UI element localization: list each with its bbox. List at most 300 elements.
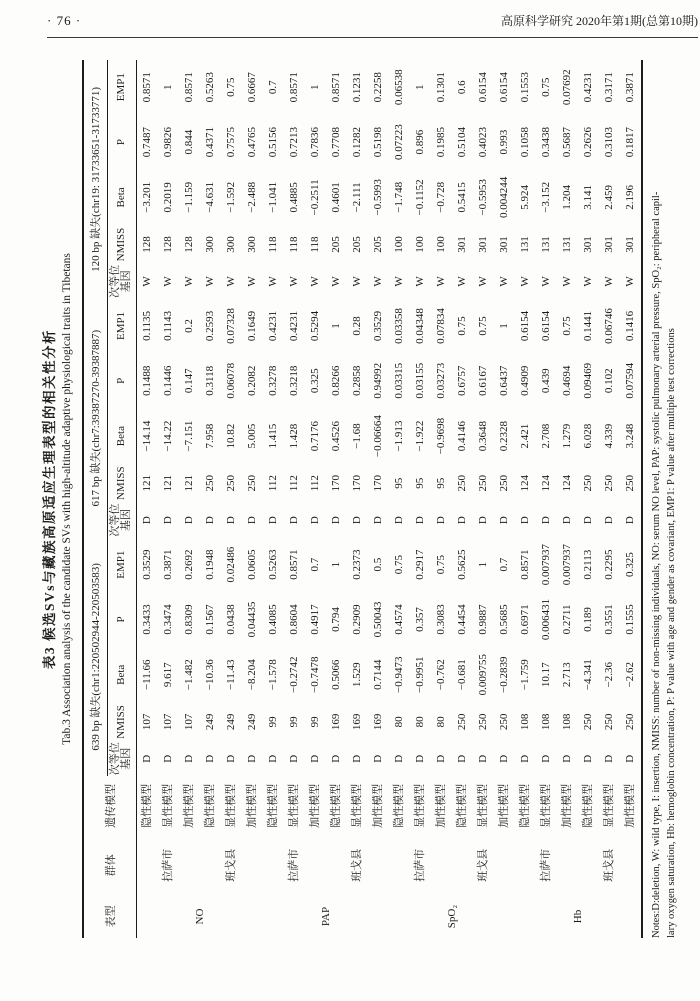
value-cell: −0.06664 — [372, 415, 384, 458]
table-row — [536, 60, 557, 938]
value-cell: 112 — [267, 475, 279, 492]
value-cell: 1 — [309, 84, 321, 90]
value-cell: 0.1948 — [204, 549, 216, 580]
header-nmiss-617bp: NMISS — [108, 464, 137, 503]
value-cell: 107 — [141, 713, 153, 731]
rotated-table-block — [42, 60, 694, 938]
value-cell: 0.28 — [351, 316, 363, 336]
value-cell: 9.617 — [162, 662, 174, 688]
genetic-model-label: 加性模型 — [372, 783, 384, 828]
value-cell: D — [498, 516, 510, 525]
value-cell: D — [414, 516, 426, 525]
value-cell: 0.896 — [414, 129, 426, 155]
table-row — [158, 60, 179, 938]
value-cell: 0.03358 — [393, 308, 405, 344]
value-cell: 0.4917 — [309, 604, 321, 635]
value-cell: 0.189 — [582, 607, 594, 632]
value-cell: 0.8571 — [330, 72, 342, 103]
value-cell: 80 — [393, 716, 405, 728]
value-cell: D — [477, 754, 489, 763]
genetic-model-label: 隐性模型 — [519, 783, 531, 828]
value-cell: 250 — [603, 474, 615, 492]
genetic-model-label: 隐性模型 — [393, 783, 405, 828]
value-cell: 0.8604 — [288, 604, 300, 635]
genetic-model-label: 显性模型 — [288, 783, 300, 828]
value-cell: 0.844 — [183, 129, 195, 155]
value-cell: 0.07834 — [435, 308, 447, 344]
value-cell: D — [519, 516, 531, 525]
value-cell: 0.07328 — [225, 308, 237, 344]
value-cell: 100 — [414, 236, 426, 253]
table-row — [326, 60, 347, 938]
value-cell: D — [372, 516, 384, 525]
value-cell: 2.196 — [624, 185, 636, 210]
value-cell: D — [456, 754, 468, 763]
value-cell: 0.6437 — [498, 365, 510, 396]
value-cell: 2.421 — [519, 423, 531, 449]
value-cell: 0.007937 — [561, 544, 573, 586]
value-cell: 4.339 — [603, 423, 615, 449]
value-cell: 121 — [162, 474, 174, 492]
value-cell: D — [561, 516, 573, 525]
value-cell: 10.82 — [225, 423, 237, 449]
table-row — [263, 60, 284, 938]
value-cell: W — [351, 276, 363, 287]
value-cell: D — [225, 754, 237, 763]
table-row — [410, 60, 431, 938]
value-cell: 108 — [561, 713, 573, 731]
value-cell: D — [204, 516, 216, 525]
value-cell: 0.7 — [267, 80, 279, 95]
value-cell: 1.529 — [351, 662, 363, 688]
table-row — [200, 60, 221, 938]
value-cell: −7.151 — [183, 420, 195, 452]
value-cell: 0.7 — [309, 557, 321, 572]
value-cell: 250 — [456, 474, 468, 492]
value-cell: 0.9887 — [477, 604, 489, 635]
value-cell: D — [309, 516, 321, 525]
value-cell: 0.2328 — [498, 420, 510, 452]
value-cell: 0.1282 — [351, 126, 363, 158]
genetic-model-label: 显性模型 — [540, 783, 552, 828]
value-cell: 0.2711 — [561, 604, 573, 635]
phenotype-label: PAP — [319, 906, 332, 927]
value-cell: 250 — [498, 713, 510, 731]
value-cell: D — [540, 516, 552, 525]
value-cell: 0.94992 — [372, 362, 384, 399]
value-cell: 0.8571 — [288, 72, 300, 103]
genetic-model-label: 隐性模型 — [267, 783, 279, 828]
value-cell: 2.713 — [561, 662, 573, 688]
value-cell: 0.5104 — [456, 126, 468, 158]
table-row — [452, 60, 473, 938]
value-cell: 0.1416 — [624, 310, 636, 342]
genetic-model-label: 隐性模型 — [582, 783, 594, 828]
value-cell: −10.36 — [204, 659, 216, 691]
value-cell: W — [498, 276, 510, 287]
value-cell: W — [435, 276, 447, 287]
value-cell: 0.8571 — [519, 549, 531, 580]
value-cell: 0.03315 — [393, 362, 405, 399]
value-cell: −0.728 — [435, 181, 447, 213]
value-cell: 0.7144 — [372, 659, 384, 690]
value-cell: 100 — [435, 236, 447, 253]
value-cell: D — [393, 516, 405, 525]
value-cell: 80 — [435, 716, 447, 728]
value-cell: 170 — [330, 474, 342, 492]
value-cell: D — [435, 754, 447, 763]
notes-line-1: Notes:D:deletion, W: wild type, I: insertion, NMISS: number of non-missing individuals, NO: serum NO level, PAP: systolic pulmonary arterial pressure, SpO₂: peripheral capil- — [651, 191, 662, 938]
value-cell: 0.1553 — [519, 72, 531, 103]
value-cell: −4.631 — [204, 181, 216, 213]
value-cell: 0.7213 — [288, 126, 300, 158]
value-cell: 301 — [582, 236, 594, 253]
value-cell: 0.4909 — [519, 365, 531, 396]
value-cell: D — [540, 754, 552, 763]
value-cell: D — [498, 754, 510, 763]
value-cell: D — [288, 516, 300, 525]
value-cell: −1.68 — [351, 423, 363, 449]
table-row — [389, 60, 410, 938]
table-row — [515, 60, 536, 938]
value-cell: D — [456, 516, 468, 525]
value-cell: 0.50043 — [372, 601, 384, 638]
value-cell: D — [162, 754, 174, 763]
value-cell: 131 — [540, 236, 552, 253]
value-cell: W — [225, 276, 237, 287]
header-p-639bp: P — [108, 592, 137, 647]
value-cell: −1.748 — [393, 181, 405, 213]
value-cell: −0.1152 — [414, 179, 426, 216]
header-beta-639bp: Beta — [108, 647, 137, 702]
value-cell: 1.428 — [288, 423, 300, 449]
value-cell: 205 — [351, 236, 363, 253]
value-cell: 250 — [603, 713, 615, 731]
value-cell: 170 — [351, 474, 363, 492]
value-cell: 0.3871 — [162, 549, 174, 580]
value-cell: −11.66 — [141, 659, 153, 691]
header-beta-120bp: Beta — [108, 170, 137, 225]
value-cell: 0.5415 — [456, 182, 468, 213]
value-cell: 108 — [519, 713, 531, 731]
value-cell: 250 — [225, 474, 237, 492]
value-cell: −4.341 — [582, 659, 594, 691]
value-cell: 1 — [330, 561, 342, 568]
genetic-model-label: 隐性模型 — [204, 783, 216, 828]
value-cell: 2.708 — [540, 423, 552, 449]
header-minor-allele-120bp: 次等位 基因 — [108, 264, 137, 299]
header-emp1-120bp: EMP1 — [108, 60, 137, 114]
value-cell: −0.9951 — [414, 656, 426, 693]
value-cell: 1.279 — [561, 423, 573, 449]
value-cell: 0.2082 — [246, 365, 258, 396]
genetic-model-label: 显性模型 — [477, 783, 489, 828]
value-cell: 3.141 — [582, 185, 594, 210]
table-header — [83, 60, 137, 938]
value-cell: 0.6154 — [540, 310, 552, 342]
value-cell: −0.5993 — [372, 179, 384, 216]
value-cell: 0.6154 — [519, 310, 531, 342]
value-cell: 0.8571 — [288, 549, 300, 580]
value-cell: W — [624, 276, 636, 287]
value-cell: 0.6154 — [498, 72, 510, 103]
value-cell: 0.75 — [540, 77, 552, 97]
table-row — [557, 60, 578, 938]
value-cell: W — [519, 276, 531, 287]
value-cell: 0.75 — [225, 77, 237, 97]
table-row — [305, 60, 326, 938]
value-cell: 100 — [393, 236, 405, 253]
value-cell: 170 — [372, 474, 384, 492]
value-cell: 99 — [309, 716, 321, 728]
genetic-model-label: 加性模型 — [435, 783, 447, 828]
table-title-en: Tab.3 Association analysis of the candidate SVs with high-altitude adaptive physiological traits in Tibetans — [61, 253, 73, 745]
value-cell: 0.2019 — [162, 182, 174, 213]
value-cell: 118 — [309, 236, 321, 253]
header-beta-617bp: Beta — [108, 408, 137, 463]
value-cell: 0.6667 — [246, 72, 258, 103]
genetic-model-label: 显性模型 — [414, 783, 426, 828]
value-cell: D — [624, 754, 636, 763]
value-cell: 0.7176 — [309, 420, 321, 452]
value-cell: −8.204 — [246, 659, 258, 691]
value-cell: 0.325 — [624, 552, 636, 578]
value-cell: 0.75 — [435, 555, 447, 575]
value-cell: 0.004244 — [498, 176, 510, 219]
value-cell: 300 — [204, 236, 216, 253]
value-cell: −1.913 — [393, 420, 405, 452]
value-cell: −0.2742 — [288, 656, 300, 693]
value-cell: 108 — [540, 713, 552, 731]
value-cell: 0.6757 — [456, 365, 468, 396]
value-cell: 0.4231 — [582, 72, 594, 103]
value-cell: −2.488 — [246, 181, 258, 213]
value-cell: 0.4085 — [267, 604, 279, 635]
value-cell: −0.2511 — [309, 179, 321, 216]
value-cell: W — [330, 276, 342, 287]
value-cell: W — [477, 276, 489, 287]
value-cell: 0.75 — [393, 555, 405, 575]
value-cell: 0.07692 — [561, 69, 573, 106]
header-emp1-639bp: EMP1 — [108, 538, 137, 592]
value-cell: 0.75 — [561, 316, 573, 336]
value-cell: 0.2295 — [603, 549, 615, 580]
value-cell: −1.482 — [183, 659, 195, 691]
value-cell: 99 — [267, 716, 279, 728]
header-sv-group-120bp: 120 bp 缺失(chr19: 31733651-31733771) — [83, 60, 108, 299]
value-cell: 0.6167 — [477, 365, 489, 396]
value-cell: 205 — [372, 236, 384, 253]
value-cell: 0.6971 — [519, 604, 531, 635]
value-cell: 0.4231 — [288, 310, 300, 342]
value-cell: 3.248 — [624, 423, 636, 449]
value-cell: 250 — [624, 713, 636, 731]
value-cell: 124 — [540, 474, 552, 492]
genetic-model-label: 加性模型 — [561, 783, 573, 828]
table-row — [494, 60, 515, 938]
value-cell: 301 — [624, 236, 636, 253]
value-cell: 0.1441 — [582, 310, 594, 342]
value-cell: −0.681 — [456, 659, 468, 691]
header-nmiss-120bp: NMISS — [108, 225, 137, 264]
value-cell: W — [582, 276, 594, 287]
value-cell: 0.03155 — [414, 362, 426, 399]
journal-issue-title: 高原科学研究 2020年第1期(总第10期) — [501, 14, 698, 28]
value-cell: 300 — [225, 236, 237, 253]
genetic-model-label: 显性模型 — [603, 783, 615, 828]
value-cell: W — [414, 276, 426, 287]
value-cell: 0.3278 — [267, 365, 279, 396]
value-cell: 118 — [267, 236, 279, 253]
value-cell: 250 — [204, 474, 216, 492]
value-cell: W — [183, 276, 195, 287]
value-cell: D — [141, 516, 153, 525]
value-cell: 0.5156 — [267, 126, 279, 158]
value-cell: −3.201 — [141, 181, 153, 213]
population-label: 拉萨市 — [414, 848, 426, 882]
value-cell: 0.1488 — [141, 365, 153, 396]
page-header — [47, 12, 698, 38]
notes-line-2: lary oxygen saturation, Hb: hemoglobin concentration, P: P value with age and gender as covariant, EMP1: P value after multiple test corrections — [666, 328, 677, 938]
value-cell: 128 — [141, 236, 153, 253]
value-cell: 0.102 — [603, 368, 615, 394]
value-cell: 249 — [225, 713, 237, 731]
population-label: 拉萨市 — [540, 848, 552, 882]
value-cell: D — [582, 754, 594, 763]
value-cell: 0.4146 — [456, 420, 468, 452]
value-cell: 0.3118 — [204, 365, 216, 396]
value-cell: W — [456, 276, 468, 287]
value-cell: −2.62 — [624, 662, 636, 688]
genetic-model-label: 加性模型 — [183, 783, 195, 828]
value-cell: −0.762 — [435, 659, 447, 691]
value-cell: D — [561, 754, 573, 763]
value-cell: 1 — [162, 84, 174, 90]
value-cell: 0.8571 — [141, 72, 153, 103]
value-cell: 0.2 — [183, 319, 195, 333]
value-cell: D — [267, 516, 279, 525]
phenotype-label: SpO₂ — [445, 904, 458, 929]
value-cell: 0.7487 — [141, 126, 153, 158]
value-cell: 0.5685 — [498, 604, 510, 635]
value-cell: D — [162, 516, 174, 525]
value-cell: 0.4454 — [456, 604, 468, 635]
value-cell: 0.3218 — [288, 365, 300, 396]
value-cell: 0.1817 — [624, 126, 636, 158]
value-cell: 0.1567 — [204, 604, 216, 635]
value-cell: 80 — [414, 716, 426, 728]
value-cell: 0.009755 — [477, 654, 489, 696]
value-cell: D — [141, 754, 153, 763]
value-cell: 0.06746 — [603, 308, 615, 344]
value-cell: 301 — [603, 236, 615, 253]
value-cell: 2.459 — [603, 185, 615, 210]
value-cell: 121 — [183, 474, 195, 492]
value-cell: 0.5 — [372, 557, 384, 572]
value-cell: 0.3103 — [603, 126, 615, 158]
value-cell: D — [393, 754, 405, 763]
value-cell: 1 — [477, 561, 489, 568]
header-emp1-617bp: EMP1 — [108, 299, 137, 353]
value-cell: 0.007937 — [540, 544, 552, 586]
value-cell: 0.4371 — [204, 126, 216, 158]
value-cell: −0.9698 — [435, 417, 447, 455]
value-cell: 99 — [288, 716, 300, 728]
value-cell: 1 — [498, 323, 510, 329]
value-cell: 0.04435 — [246, 601, 258, 638]
value-cell: D — [183, 754, 195, 763]
value-cell: 124 — [561, 474, 573, 492]
value-cell: 0.1135 — [141, 311, 153, 341]
value-cell: −1.578 — [267, 659, 279, 691]
value-cell: −1.759 — [519, 659, 531, 691]
value-cell: 0.8571 — [183, 72, 195, 103]
value-cell: D — [414, 754, 426, 763]
value-cell: D — [603, 754, 615, 763]
value-cell: 0.8309 — [183, 604, 195, 635]
value-cell: 301 — [498, 236, 510, 253]
value-cell: 0.07594 — [624, 362, 636, 399]
genetic-model-label: 加性模型 — [309, 783, 321, 828]
value-cell: D — [330, 754, 342, 763]
value-cell: D — [603, 516, 615, 525]
value-cell: −11.43 — [225, 659, 237, 691]
value-cell: 0.0605 — [246, 549, 258, 580]
value-cell: 0.7836 — [309, 126, 321, 158]
value-cell: 169 — [351, 713, 363, 731]
value-cell: 0.4765 — [246, 126, 258, 158]
population-label: 班戈县 — [603, 848, 615, 882]
header-sv-group-639bp: 639 bp 缺失(chr1:220502944-220503583) — [83, 538, 108, 777]
value-cell: 1.204 — [561, 185, 573, 210]
genetic-model-label: 加性模型 — [246, 783, 258, 828]
value-cell: 301 — [456, 236, 468, 253]
header-genetic-model: 遗传模型 — [83, 776, 137, 835]
value-cell: 5.005 — [246, 423, 258, 449]
header-nmiss-639bp: NMISS — [108, 702, 137, 741]
value-cell: 0.4574 — [393, 604, 405, 635]
value-cell: 95 — [435, 477, 447, 489]
value-cell: 0.06078 — [225, 362, 237, 399]
table-row — [599, 60, 620, 938]
value-cell: 95 — [393, 477, 405, 489]
table-notes — [649, 60, 679, 938]
value-cell: 0.2113 — [582, 549, 594, 580]
value-cell: 0.5687 — [561, 126, 573, 158]
value-cell: 0.5066 — [330, 659, 342, 690]
value-cell: 0.439 — [540, 368, 552, 394]
value-cell: 0.1301 — [435, 72, 447, 103]
value-cell: 0.3474 — [162, 604, 174, 635]
value-cell: 95 — [414, 477, 426, 489]
table-row — [578, 60, 599, 938]
table-body — [137, 60, 643, 938]
value-cell: −14.22 — [162, 420, 174, 452]
value-cell: −1.041 — [267, 181, 279, 213]
value-cell: W — [603, 276, 615, 287]
value-cell: 0.2909 — [351, 604, 363, 635]
population-label: 班戈县 — [225, 848, 237, 882]
value-cell: 0.1985 — [435, 126, 447, 158]
value-cell: 5.924 — [519, 185, 531, 210]
value-cell: D — [246, 754, 258, 763]
population-label: 拉萨市 — [288, 848, 300, 882]
value-cell: 6.028 — [582, 423, 594, 449]
table-row — [431, 60, 452, 938]
table-row — [620, 60, 642, 938]
value-cell: 0.325 — [309, 368, 321, 394]
value-cell: W — [246, 276, 258, 287]
